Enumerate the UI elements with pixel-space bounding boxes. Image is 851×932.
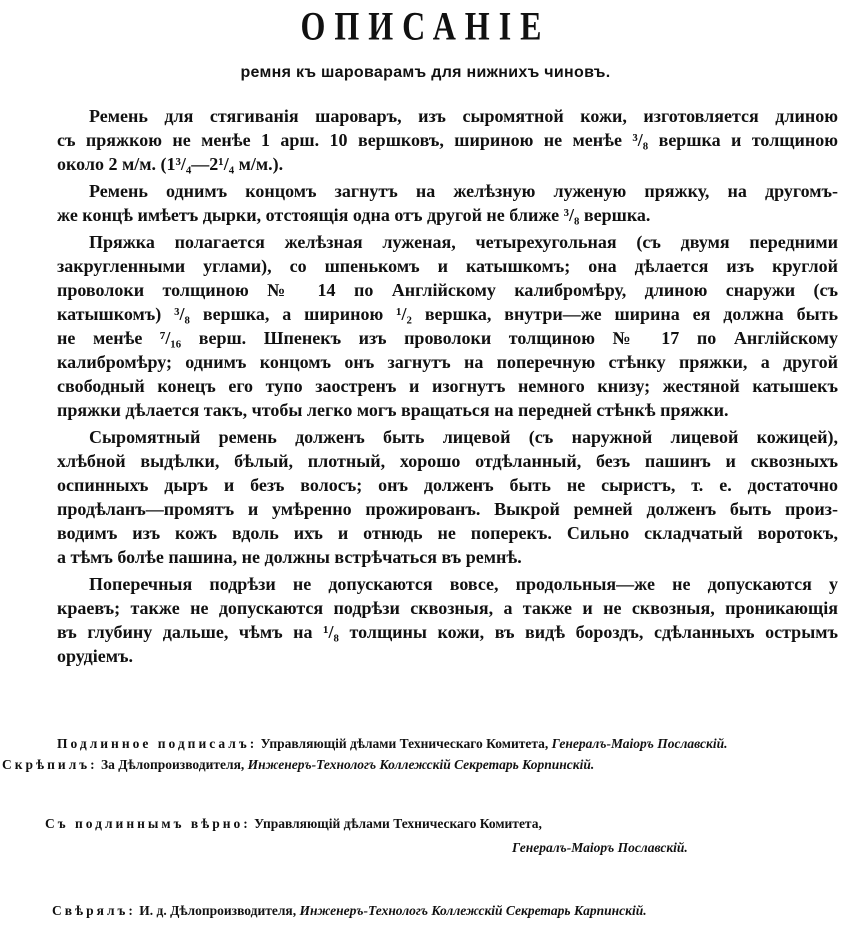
- verified-name: Инженеръ-Технологъ Коллежскій Секретарь Карпинскій.: [299, 903, 647, 918]
- text-line: Пряжка полагается желѣзная луженая, четырехугольная (съ двумя передними: [89, 232, 838, 252]
- countersigned-label: Скрѣпилъ:: [2, 757, 98, 772]
- paragraph: [57, 179, 838, 227]
- text-line: закругленными углами), со шпенькомъ и катышкомъ; она дѣлается изъ круглой: [57, 256, 838, 276]
- text-line: около 2 м/м. (1³/₄—2¹/₄ м/м.).: [57, 154, 284, 174]
- text-line: а тѣмъ болѣе пашина, не должны встрѣчаться въ ремнѣ.: [57, 547, 522, 567]
- document-title: ОПИСАНІЕ: [300, 3, 551, 49]
- signed-name: Генералъ-Маіоръ Пославскій.: [551, 736, 728, 751]
- verified-label: Свѣрялъ:: [52, 903, 136, 918]
- signature-true-copy: [45, 816, 542, 832]
- true-copy-text: Управляющій дѣлами Техническаго Комитета,: [254, 816, 542, 831]
- text-line: свободный конецъ его тупо заостренъ и изогнутъ немного книзу; жестяной катышекъ: [57, 376, 838, 396]
- text-line: не менѣе ⁷/₁₆ верш. Шпенекъ изъ проволоки толщиною № 17 по Англійскому: [57, 328, 838, 348]
- signed-label: Подлинное подписалъ:: [57, 736, 258, 751]
- text-line: съ пряжкою не менѣе 1 арш. 10 вершковъ, шириною не менѣе ³/₈ вершка и толщиною: [57, 130, 838, 150]
- signature-original: [57, 736, 727, 752]
- paragraph: [57, 104, 838, 176]
- paragraph: [57, 230, 838, 422]
- verified-text: И. д. Дѣлопроизводителя,: [139, 903, 297, 918]
- text-line: катышкомъ) ³/₈ вершка, а шириною ¹/₂ вершка, внутри—же ширина ея должна быть: [57, 304, 838, 324]
- paragraph: [57, 572, 838, 668]
- text-line: водимъ изъ кожъ вдоль ихъ и отнюдь не поперекъ. Сильно складчатый воротокъ,: [57, 523, 838, 543]
- text-line: же концѣ имѣетъ дырки, отстоящія одна отъ другой не ближе ³/₈ вершка.: [57, 205, 651, 225]
- document-body: [57, 104, 838, 671]
- signed-text: Управляющій дѣлами Техническаго Комитета,: [260, 736, 549, 751]
- document-subtitle: ремня къ шароварамъ для нижнихъ чиновъ.: [240, 64, 611, 81]
- text-line: хлѣбной выдѣлки, бѣлый, плотный, хорошо отдѣланный, безъ пашинъ и сквозныхъ: [57, 451, 838, 471]
- signature-true-copy-name-block: [512, 840, 688, 856]
- text-line: Сыромятный ремень долженъ быть лицевой (съ наружной лицевой кожицей),: [89, 427, 838, 447]
- text-line: калибромѣру; однимъ концомъ онъ загнутъ на поперечную стѣнку пряжки, а другой: [57, 352, 838, 372]
- countersigned-name: Инженеръ-Технологъ Коллежскій Секретарь Корпинскій.: [247, 757, 595, 772]
- signature-countersigned: [2, 757, 594, 773]
- text-line: оспинныхъ дыръ и безъ волосъ; онъ долженъ быть не сыристъ, т. е. достаточно: [57, 475, 838, 495]
- text-line: продѣланъ—промятъ и умѣренно прожированъ. Выкрой ремней долженъ быть произ-: [57, 499, 838, 519]
- true-copy-label: Съ подлиннымъ вѣрно:: [45, 816, 251, 831]
- signature-verified: [52, 903, 647, 919]
- text-line: краевъ; также не допускаются подрѣзи сквозныя, а также и не сквозныя, проникающія: [57, 598, 838, 618]
- text-line: Поперечныя подрѣзи не допускаются вовсе, продольныя—же не допускаются у: [89, 574, 838, 594]
- text-line: въ глубину дальше, чѣмъ на ¹/₈ толщины кожи, въ видѣ бороздъ, сдѣланныхъ острымъ: [57, 622, 838, 642]
- text-line: пряжки дѣлается такъ, чтобы легко могъ вращаться на передней стѣнкѣ пряжки.: [57, 400, 729, 420]
- text-line: проволоки толщиною № 14 по Англійскому калибромѣру, длиною снаружи (съ: [57, 280, 838, 300]
- text-line: орудіемъ.: [57, 646, 133, 666]
- text-line: Ремень для стягиванія шароваръ, изъ сыромятной кожи, изготовляется длиною: [89, 106, 838, 126]
- text-line: Ремень однимъ концомъ загнутъ на желѣзную луженую пряжку, на другомъ-: [89, 181, 838, 201]
- paragraph: [57, 425, 838, 569]
- true-copy-name: Генералъ-Маіоръ Пославскій.: [512, 840, 688, 855]
- countersigned-text: За Дѣлопроизводителя,: [101, 757, 245, 772]
